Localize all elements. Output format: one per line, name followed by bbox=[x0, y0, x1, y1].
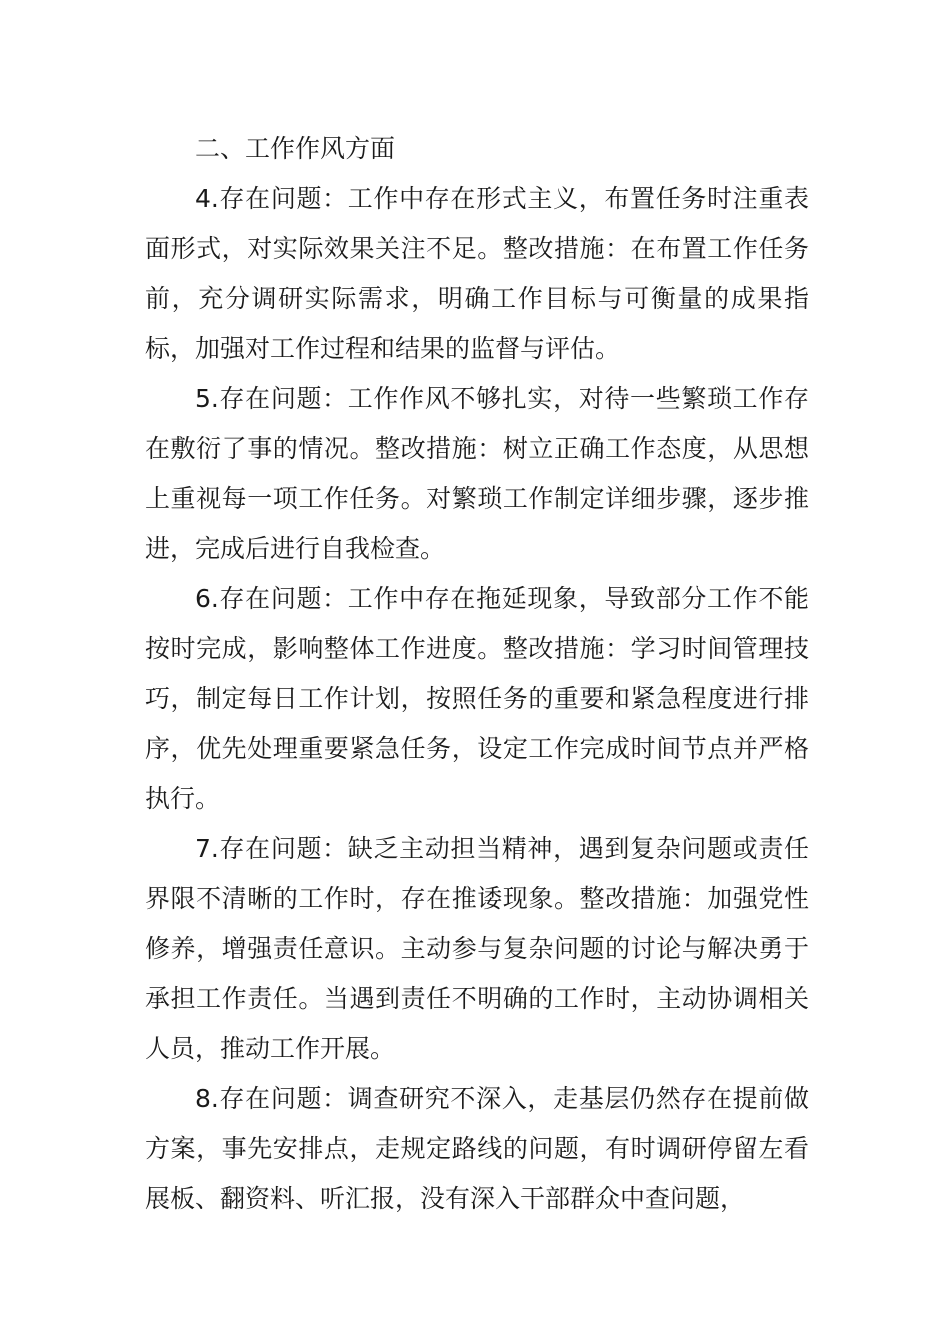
section-heading: 二、工作作风方面 bbox=[195, 134, 396, 163]
paragraph-item-6: 6.存在问题：工作中存在拖延现象，导致部分工作不能按时完成，影响整体工作进度。整改措施：学习时间管理技巧，制定每日工作计划，按照任务的重要和紧急程度进行排序，优先处理重要紧急任务，设定工作完成时间节点并严格执行。 bbox=[145, 584, 809, 813]
document-body bbox=[145, 124, 809, 1224]
paragraph-item-4: 4.存在问题：工作中存在形式主义，布置任务时注重表面形式，对实际效果关注不足。整改措施：在布置工作任务前，充分调研实际需求，明确工作目标与可衡量的成果指标，加强对工作过程和结果的监督与评估。 bbox=[145, 184, 809, 363]
paragraph-item-5: 5.存在问题：工作作风不够扎实，对待一些繁琐工作存在敷衍了事的情况。整改措施：树立正确工作态度，从思想上重视每一项工作任务。对繁琐工作制定详细步骤，逐步推进，完成后进行自我检查。 bbox=[145, 384, 809, 563]
paragraph-item-8: 8.存在问题：调查研究不深入，走基层仍然存在提前做方案，事先安排点，走规定路线的问题，有时调研停留左看展板、翻资料、听汇报，没有深入干部群众中查问题， bbox=[145, 1084, 809, 1213]
paragraph-item-7: 7.存在问题：缺乏主动担当精神，遇到复杂问题或责任界限不清晰的工作时，存在推诿现象。整改措施：加强党性修养，增强责任意识。主动参与复杂问题的讨论与解决勇于承担工作责任。当遇到责任不明确的工作时，主动协调相关人员，推动工作开展。 bbox=[145, 834, 809, 1063]
